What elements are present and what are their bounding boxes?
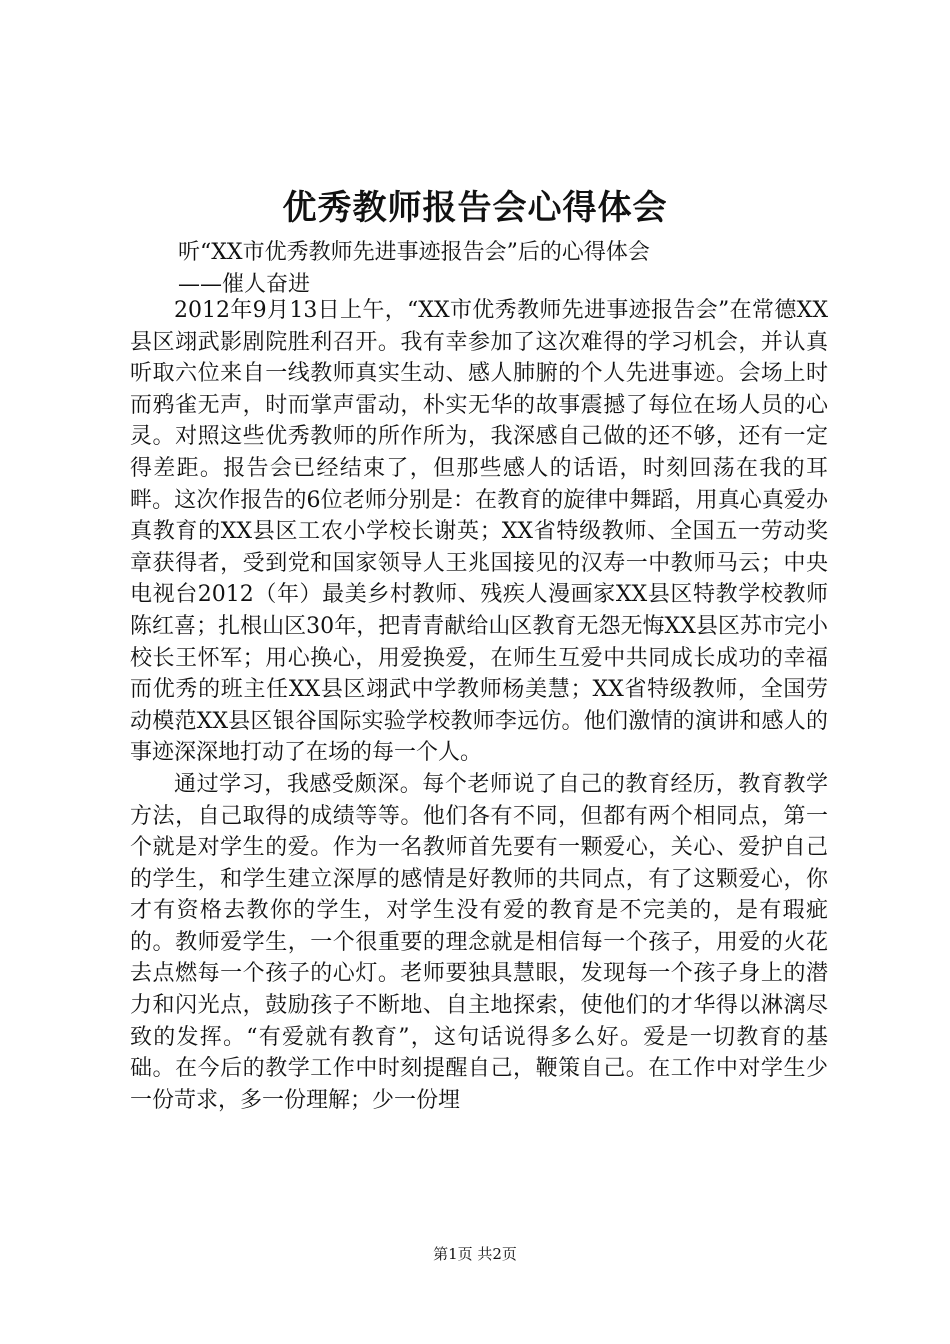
page-number-footer: 第1页 共2页: [433, 1245, 517, 1263]
body-paragraph: 2012年9月13日上午，“XX市优秀教师先进事迹报告会”在常德XX县区翊武影剧院胜利召开。我有幸参加了这次难得的学习机会，并认真听取六位来自一线教师真实生动、感人肺腑的个人先进事迹。会场上时而鸦雀无声，时而掌声雷动，朴实无华的故事震撼了每位在场人员的心灵。对照这些优秀教师的所作所为，我深感自己做的还不够，还有一定得差距。报告会已经结束了，但那些感人的话语，时刻回荡在我的耳畔。这次作报告的6位老师分别是：在教育的旋律中舞蹈，用真心真爱办真教育的XX县区工农小学校长谢英；XX省特级教师、全国五一劳动奖章获得者，受到党和国家领导人王兆国接见的汉寿一中教师马云；中央电视台2012（年）最美乡村教师、残疾人漫画家XX县区特教学校教师陈红喜；扎根山区30年，把青青献给山区教育无怨无悔XX县区苏市完小校长王怀军；用心换心，用爱换爱，在师生互爱中共同成长成功的幸福而优秀的班主任XX县区翊武中学教师杨美慧；XX省特级教师，全国劳动模范XX县区银谷国际实验学校教师李远仿。他们激情的演讲和感人的事迹深深地打动了在场的每一个人。: [130, 298, 828, 766]
document-body: [130, 295, 828, 1116]
body-paragraph: 通过学习，我感受颇深。每个老师说了自己的教育经历，教育教学方法，自己取得的成绩等等。他们各有不同，但都有两个相同点，第一个就是对学生的爱。作为一名教师首先要有一颗爱心，关心、爱护自己的学生，和学生建立深厚的感情是好教师的共同点，有了这颗爱心，你才有资格去教你的学生，对学生没有爱的教育是不完美的，是有瑕疵的。教师爱学生，一个很重要的理念就是相信每一个孩子，用爱的火花去点燃每一个孩子的心灯。老师要独具慧眼，发现每一个孩子身上的潜力和闪光点，鼓励孩子不断地、自主地探索，使他们的才华得以淋漓尽致的发挥。“有爱就有教育”，这句话说得多么好。爱是一切教育的基础。在今后的教学工作中时刻提醒自己，鞭策自己。在工作中对学生少一份苛求，多一份理解；少一份埋: [130, 771, 828, 1113]
document-byline: ——催人奋进: [178, 272, 311, 297]
document-subtitle: 听“XX市优秀教师先进事迹报告会”后的心得体会: [178, 240, 650, 265]
document-title: 优秀教师报告会心得体会: [282, 188, 668, 228]
